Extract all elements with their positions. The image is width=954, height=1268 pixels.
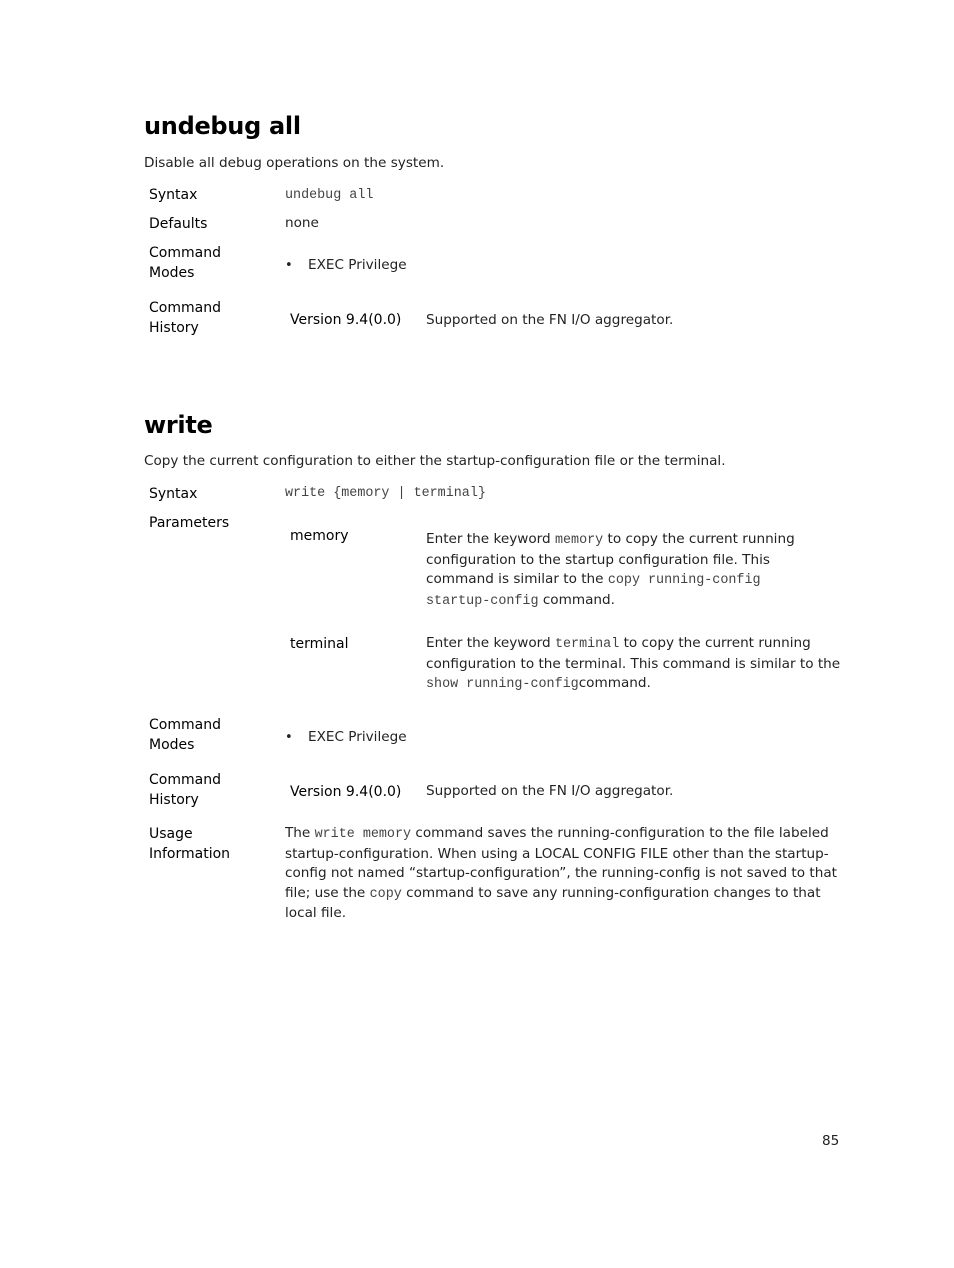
write-modes-label-line2: Modes [149,736,195,753]
param-memory-line2: configuration to the startup configuration file. This [426,551,770,568]
usage-line1: The write memory command saves the running-configuration to the file labeled [285,825,829,842]
param-terminal-name: terminal [290,636,349,652]
undebug-defaults-value: none [285,215,319,231]
param-memory-name: memory [290,528,349,544]
undebug-modes-label [149,244,221,283]
write-history-label [149,771,221,810]
write-syntax-label: Syntax [149,486,198,502]
undebug-modes-label-line1: Command [149,245,221,261]
write-modes-label-line1: Command [149,717,221,733]
undebug-syntax-label: Syntax [149,187,198,203]
write-syntax-code: write {memory | terminal} [285,486,486,501]
bullet-icon: • [285,730,293,745]
param-memory-line4: startup-config command. [426,591,615,609]
param-terminal-line1: Enter the keyword terminal to copy the current running [426,635,811,652]
undebug-modes-label-line2: Modes [149,264,195,281]
page-number: 85 [822,1133,840,1149]
undebug-history-desc: Supported on the FN I/O aggregator. [426,312,674,328]
param-memory-line3: command is similar to the copy running-config [426,571,761,588]
write-description: Copy the current configuration to either the startup-configuration file or the terminal. [144,453,726,469]
param-terminal-desc [426,634,840,695]
undebug-history-label-line2: History [149,319,199,336]
section-title-write: write [144,411,213,439]
undebug-syntax-code: undebug all [285,188,374,203]
write-mode-item [285,728,407,748]
usage-line5: local file. [285,905,347,921]
param-terminal-line2: configuration to the terminal. This command is similar to the [426,655,841,672]
undebug-defaults-label: Defaults [149,216,208,232]
usage-line4: file; use the copy command to save any running-configuration changes to that [285,884,821,902]
write-usage-label-line1: Usage [149,826,193,842]
write-modes-label [149,716,221,755]
write-usage-label-line2: Information [149,845,231,862]
undebug-mode-item [285,256,407,276]
section-title-undebug-all: undebug all [144,112,301,140]
write-mode-text: EXEC Privilege [308,729,407,745]
bullet-icon: • [285,258,293,273]
undebug-history-label-line1: Command [149,300,221,316]
param-terminal-line3: show running-configcommand. [426,675,651,692]
write-history-label-line2: History [149,791,199,808]
write-usage-label [149,825,230,864]
usage-line3: config not named “startup-configuration”, the running-config is not saved to that [285,865,837,881]
param-memory-line1: Enter the keyword memory to copy the current running [426,531,795,548]
undebug-history-label [149,299,221,338]
undebug-description: Disable all debug operations on the system. [144,155,445,171]
write-parameters-label: Parameters [149,515,230,531]
param-memory-desc [426,530,795,611]
write-history-label-line1: Command [149,772,221,788]
write-history-version: Version 9.4(0.0) [290,784,402,800]
undebug-history-version: Version 9.4(0.0) [290,312,402,328]
undebug-mode-text: EXEC Privilege [308,257,407,273]
usage-line2: startup-configuration. When using a LOCAL CONFIG FILE other than the startup- [285,845,829,862]
write-usage-text [285,824,837,924]
write-history-desc: Supported on the FN I/O aggregator. [426,783,674,799]
